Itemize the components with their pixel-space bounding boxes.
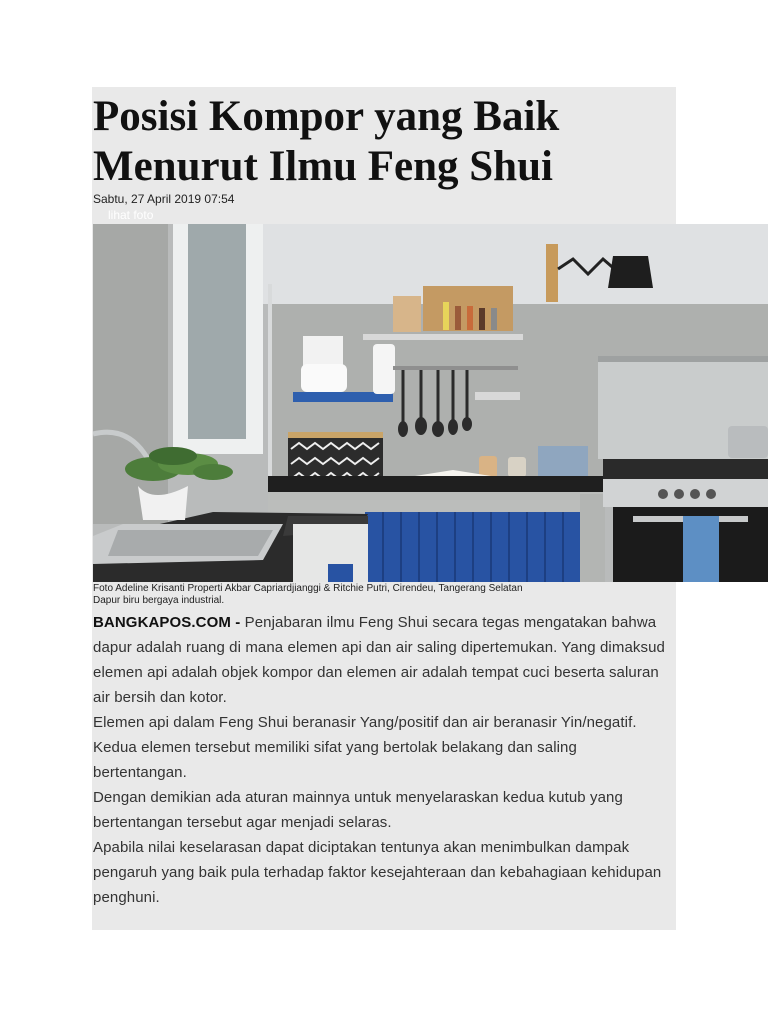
kitchen-illustration [93, 224, 768, 582]
see-photo-link[interactable]: lihat foto [108, 208, 154, 222]
photo-credit: Foto Adeline Krisanti Properti Akbar Capriardjianggi & Ritchie Putri, Cirendeu, Tangerang Selatan [93, 583, 523, 594]
photo-caption-block [93, 583, 673, 607]
kitchen-photo[interactable] [93, 224, 768, 582]
article-date: Sabtu, 27 April 2019 07:54 [93, 192, 235, 206]
paragraph: Kedua elemen tersebut memiliki sifat yang bertolak belakang dan saling bertentangan. [93, 739, 577, 781]
paragraph [93, 610, 671, 710]
paragraph-text: Penjabaran ilmu Feng Shui secara tegas mengatakan bahwa dapur adalah ruang di mana elemen api dan air saling dipertemukan. Yang dimaksud elemen api adalah objek kompor dan elemen air adalah tempat cuci beserta saluran air bersih dan kotor. [93, 614, 665, 706]
paragraph: Dengan demikian ada aturan mainnya untuk menyelaraskan kedua kutub yang bertentangan tersebut agar menjadi selaras. [93, 789, 623, 831]
paragraph: Elemen api dalam Feng Shui beranasir Yang/positif dan air beranasir Yin/negatif. [93, 714, 637, 731]
photo-caption: Dapur biru bergaya industrial. [93, 595, 225, 606]
article-title: Posisi Kompor yang Baik Menurut Ilmu Feng Shui [93, 93, 560, 190]
article-body [93, 610, 671, 910]
paragraph: Apabila nilai keselarasan dapat diciptakan tentunya akan menimbulkan dampak pengaruh yang baik pula terhadap faktor kesejahteraan dan kebahagiaan kehidupan penghuni. [93, 839, 662, 906]
source-label: BANGKAPOS.COM - [93, 614, 241, 631]
